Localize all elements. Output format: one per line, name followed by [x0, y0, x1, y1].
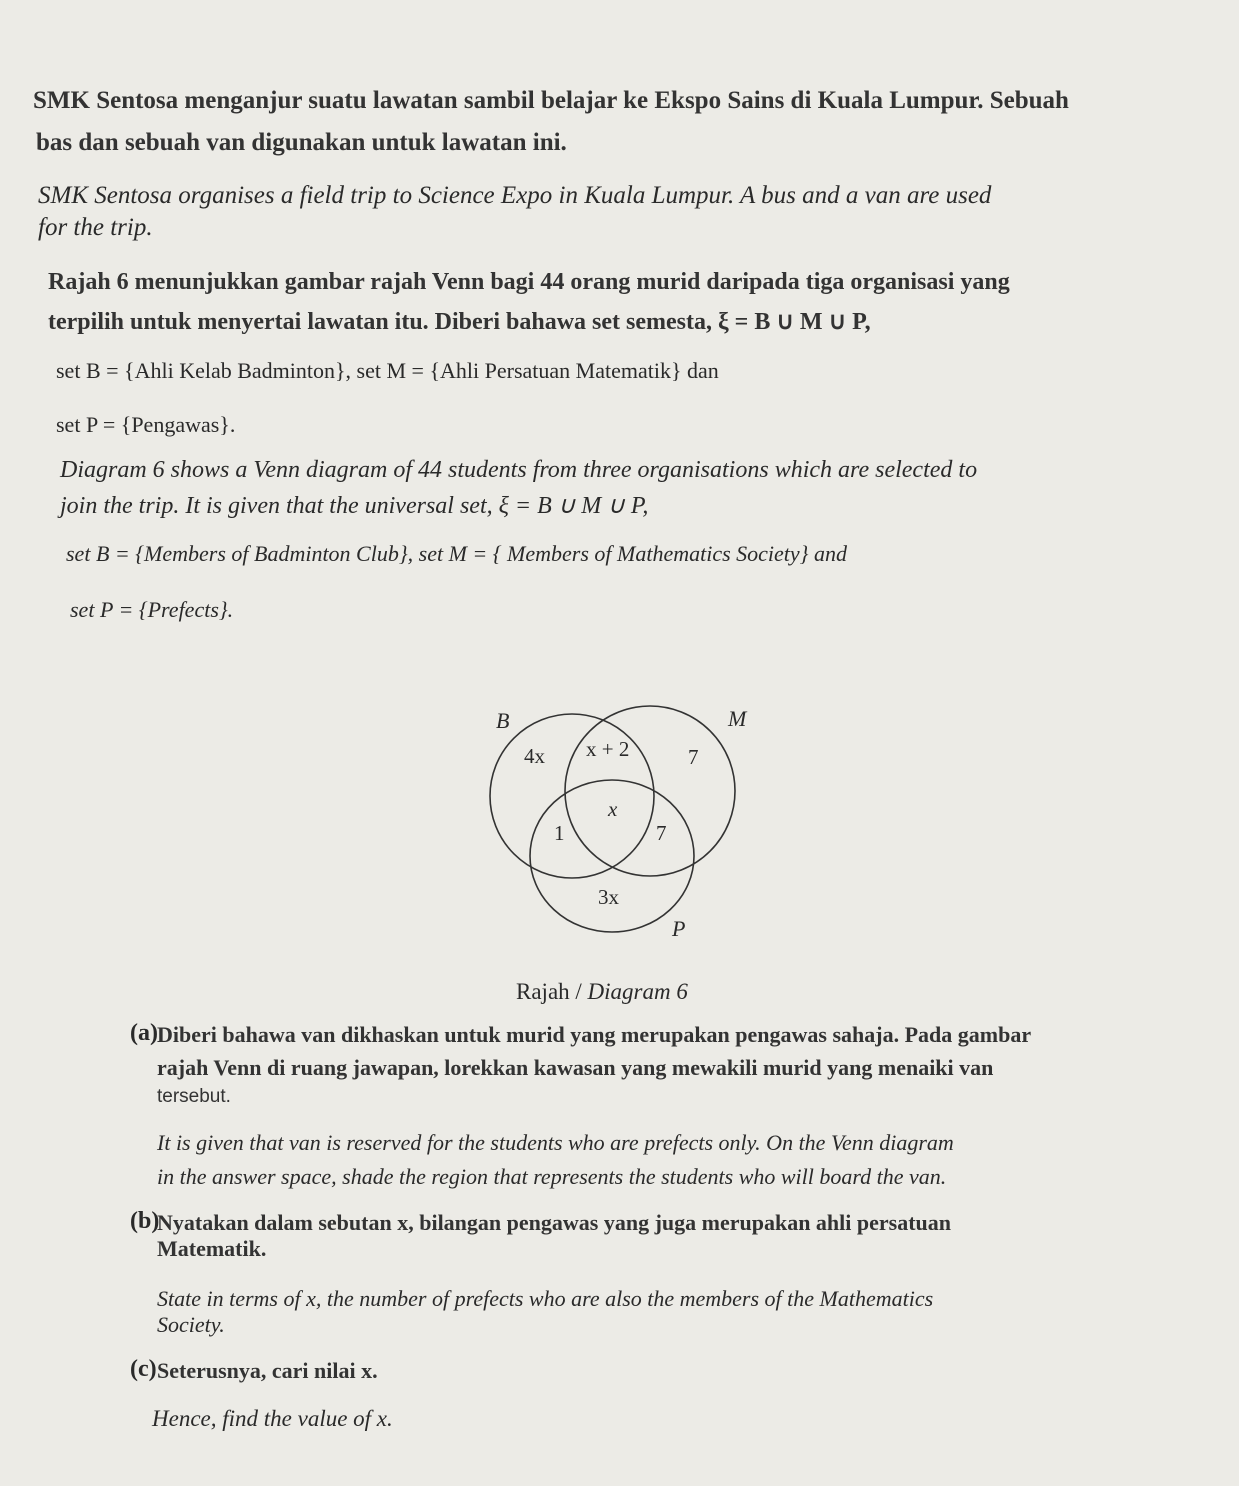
context-ms-line2: terpilih untuk menyertai lawatan itu. Diberi bahawa set semesta, ξ = B ∪ M ∪ P, — [48, 309, 871, 335]
caption-ms: Rajah / — [516, 979, 582, 1004]
intro-ms-line1: SMK Sentosa menganjur suatu lawatan sambil belajar ke Ekspo Sains di Kuala Lumpur. Sebuah — [33, 87, 1069, 114]
question-b-ms-line2: Matematik. — [157, 1236, 267, 1261]
question-a-ms-line1: Diberi bahawa van dikhaskan untuk murid yang merupakan pengawas sahaja. Pada gambar — [157, 1022, 1032, 1047]
intro-en-line2: for the trip. — [38, 214, 153, 241]
venn-diagram — [480, 688, 760, 950]
set-p-label: P — [672, 916, 686, 941]
question-a-label: (a) — [130, 1020, 158, 1046]
question-a-ms-line3: tersebut. — [157, 1086, 231, 1107]
question-b-en-line2: Society. — [157, 1312, 225, 1337]
region-b-and-p-only: 1 — [554, 821, 565, 845]
region-p-only: 3x — [598, 885, 619, 909]
region-b-only: 4x — [524, 744, 545, 768]
context-ms-line3: set B = {Ahli Kelab Badminton}, set M = {Ahli Persatuan Matematik} dan — [56, 358, 719, 383]
region-b-and-m-only: x + 2 — [586, 737, 630, 761]
question-a-en-line2: in the answer space, shade the region that represents the students who will board the van. — [157, 1164, 947, 1189]
set-m-label: M — [728, 706, 747, 731]
context-en-line1: Diagram 6 shows a Venn diagram of 44 students from three organisations which are selected to — [60, 457, 978, 483]
set-m-circle — [565, 706, 735, 876]
question-c-en-line1: Hence, find the value of x. — [152, 1406, 393, 1431]
region-b-m-p: x — [608, 797, 618, 821]
context-en-line4: set P = {Prefects}. — [70, 597, 234, 622]
caption-en: Diagram 6 — [587, 979, 688, 1004]
question-a-ms-line2: rajah Venn di ruang jawapan, lorekkan kawasan yang mewakili murid yang menaiki van — [157, 1055, 994, 1080]
context-en-line3: set B = {Members of Badminton Club}, set M = { Members of Mathematics Society} and — [66, 541, 847, 566]
question-c-label: (c) — [130, 1356, 157, 1382]
context-ms-line1: Rajah 6 menunjukkan gambar rajah Venn bagi 44 orang murid daripada tiga organisasi yang — [48, 269, 1010, 295]
question-b-ms-line1: Nyatakan dalam sebutan x, bilangan pengawas yang juga merupakan ahli persatuan — [157, 1210, 952, 1235]
question-a-en-line1: It is given that van is reserved for the students who are prefects only. On the Venn diagram — [157, 1130, 954, 1155]
set-b-circle — [490, 714, 654, 878]
question-b-label: (b) — [130, 1208, 160, 1234]
set-b-label: B — [496, 708, 510, 733]
context-ms-line4: set P = {Pengawas}. — [56, 412, 236, 437]
question-c-ms-line1: Seterusnya, cari nilai x. — [157, 1358, 378, 1383]
intro-en-line1: SMK Sentosa organises a field trip to Science Expo in Kuala Lumpur. A bus and a van are used — [38, 182, 992, 209]
diagram-caption — [516, 977, 688, 1007]
context-en-line2: join the trip. It is given that the universal set, ξ = B ∪ M ∪ P, — [60, 493, 649, 519]
question-b-en-line1: State in terms of x, the number of prefects who are also the members of the Mathematics — [157, 1286, 934, 1311]
region-m-only: 7 — [688, 745, 699, 769]
region-m-and-p-only: 7 — [656, 821, 667, 845]
intro-ms-line2: bas dan sebuah van digunakan untuk lawatan ini. — [36, 129, 567, 156]
